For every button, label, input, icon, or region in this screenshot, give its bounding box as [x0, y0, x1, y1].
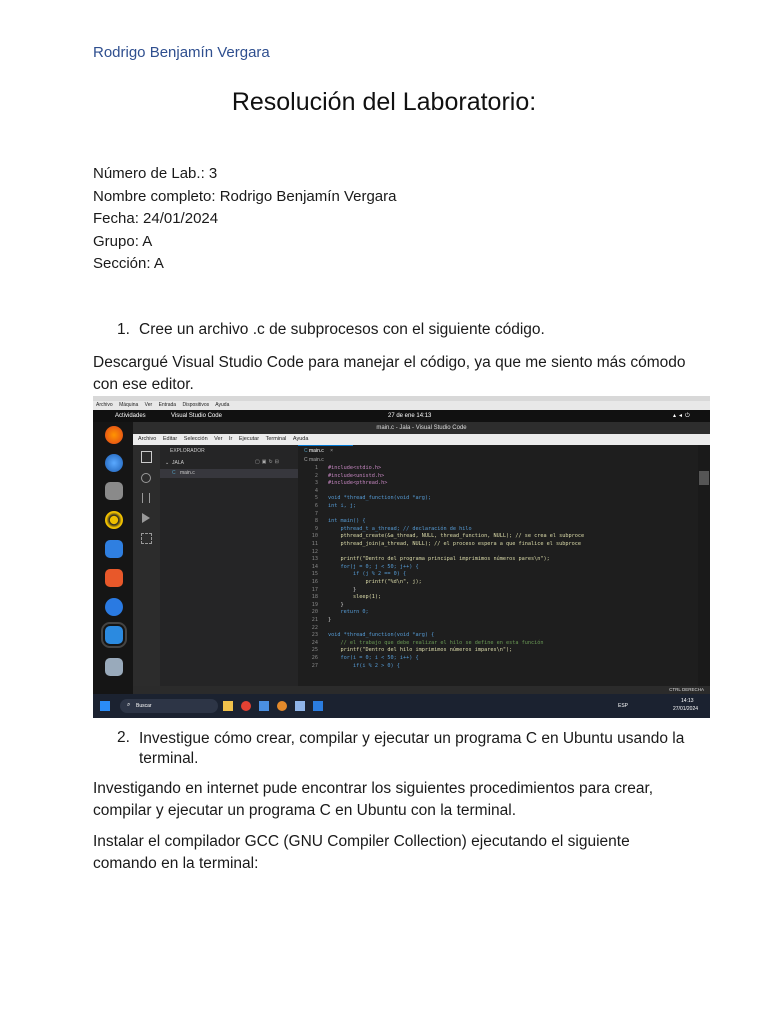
extensions-icon[interactable] [141, 533, 152, 544]
breadcrumb[interactable]: C main.c [304, 457, 324, 463]
line-number: 12 [311, 548, 318, 555]
software-icon[interactable] [105, 569, 123, 587]
search-icon[interactable] [141, 473, 151, 483]
code-text: // el trabajo que debe realizar el hilo se define en esta función [328, 639, 544, 646]
editor-tab[interactable] [298, 445, 353, 456]
code-text: pthread_t a_thread; // declaración de hilo [328, 525, 472, 532]
taskbar-date[interactable]: 27/01/2024 [673, 706, 699, 712]
line-number: 2 [314, 472, 318, 479]
line-number: 11 [311, 541, 318, 547]
code-line[interactable] [298, 571, 698, 579]
status-bar [133, 686, 710, 694]
menu-archivo[interactable]: Archivo [138, 436, 157, 442]
thunderbird-icon[interactable] [105, 454, 123, 472]
code-text: sleep(1); [328, 594, 382, 601]
code-line[interactable] [298, 655, 698, 663]
line-number: 23 [311, 632, 318, 639]
code-line[interactable] [298, 594, 698, 602]
clock[interactable]: 27 de ene 14:13 [388, 413, 432, 419]
line-number: 7 [314, 510, 318, 517]
code-line[interactable] [298, 625, 698, 633]
file-row[interactable] [160, 469, 298, 478]
line-number: 19 [311, 601, 318, 608]
code-line[interactable] [298, 564, 698, 572]
code-text: printf("Dentro del programa principal imprimimos números pares\n"); [328, 556, 550, 563]
code-line[interactable] [298, 579, 698, 587]
close-icon[interactable]: × [330, 448, 334, 454]
code-line[interactable] [298, 480, 698, 488]
line-number: 1 [314, 465, 318, 471]
source-control-icon[interactable] [142, 493, 150, 503]
code-text: pthread_create(&a_thread, NULL, thread_function, NULL); // se crea el subproce [328, 533, 585, 540]
meta-section: Sección: A [93, 255, 164, 272]
line-number: 9 [314, 525, 318, 532]
host-key-label: CTRL DERECHA [669, 687, 704, 692]
code-text: return 0; [328, 609, 369, 616]
run-debug-icon[interactable] [142, 513, 150, 523]
line-number: 21 [311, 617, 318, 623]
gnome-dock [93, 422, 133, 694]
line-number: 17 [311, 586, 318, 593]
code-text: if (j % 2 == 0) { [328, 571, 407, 578]
code-text: pthread_join(a_thread, NULL); // el proceso espera a que finalice el subproce [328, 541, 581, 547]
code-text: for(j = 0; j < 50; j++) { [328, 563, 419, 570]
paragraph-3: Instalar el compilador GCC (GNU Compiler Collection) ejecutando el siguiente comando en la terminal: [93, 833, 630, 872]
explorer-title: EXPLORADOR [170, 448, 205, 454]
rhythmbox-icon[interactable] [105, 511, 123, 529]
menu-terminal[interactable]: Terminal [265, 436, 287, 442]
line-number: 24 [311, 639, 318, 646]
firefox-icon[interactable] [105, 426, 123, 444]
code-line[interactable] [298, 526, 698, 534]
tab-c-icon: C [304, 448, 308, 454]
code-text: int main() { [328, 518, 366, 525]
code-line[interactable] [298, 533, 698, 541]
line-number: 20 [311, 609, 318, 616]
code-line[interactable] [298, 518, 698, 526]
code-text: printf("%d\n", j); [328, 579, 422, 585]
code-area[interactable] [298, 465, 698, 694]
paragraph-2: Investigando en internet pude encontrar los siguientes procedimientos para crear, compilar y ejecutar un programa C en Ubuntu con la terminal. [93, 780, 654, 819]
line-number: 13 [311, 556, 318, 563]
code-line[interactable] [298, 587, 698, 595]
gnome-topbar [93, 410, 710, 422]
code-line[interactable] [298, 488, 698, 496]
code-text: #include<pthread.h> [328, 480, 388, 487]
meta-group: Grupo: A [93, 233, 153, 250]
vscode-taskbar-icon[interactable] [313, 701, 323, 711]
vbox-menu-item[interactable]: Ver [144, 402, 153, 408]
code-line[interactable] [298, 495, 698, 503]
taskbar-search[interactable] [120, 699, 218, 713]
line-number: 18 [311, 594, 318, 601]
line-number: 27 [311, 662, 318, 669]
code-line[interactable] [298, 647, 698, 655]
line-number: 10 [311, 533, 318, 540]
code-text: void *thread_function(void *arg); [328, 495, 432, 502]
trash-icon[interactable] [105, 658, 123, 676]
code-line[interactable] [298, 503, 698, 511]
tab-label: main.c [309, 448, 324, 454]
code-text: printf("Dentro del hilo imprimimos números impares\n"); [328, 647, 513, 654]
explorer-panel [160, 445, 298, 694]
menu-editar[interactable]: Editar [162, 436, 178, 442]
code-line[interactable] [298, 617, 698, 625]
vbox-menu-item[interactable]: Dispositivos [182, 402, 210, 408]
minimap-slider[interactable] [699, 471, 709, 485]
code-editor[interactable] [298, 445, 698, 694]
firefox-taskbar-icon[interactable] [277, 701, 287, 711]
menu-ver[interactable]: Ver [214, 436, 223, 442]
code-text: } [328, 601, 344, 608]
code-line[interactable] [298, 511, 698, 519]
code-line[interactable] [298, 465, 698, 473]
paragraph-1: Descargué Visual Studio Code para manejar el código, ya que me siento más cómodo con ese editor. [93, 354, 686, 393]
line-number: 4 [314, 487, 318, 494]
windows-start-icon[interactable] [100, 701, 110, 711]
code-text: #include<stdio.h> [328, 465, 382, 471]
virtualbox-menu [93, 401, 710, 410]
menu-ir[interactable]: Ir [228, 436, 233, 442]
line-number: 14 [311, 563, 318, 570]
vscode-icon[interactable] [105, 626, 123, 644]
vscode-menubar [133, 434, 710, 445]
virtualbox-taskbar-icon[interactable] [295, 701, 305, 711]
line-number: 3 [314, 480, 318, 487]
search-placeholder: Buscar [136, 703, 152, 709]
files-icon[interactable] [105, 482, 123, 500]
code-line[interactable] [298, 609, 698, 617]
vscode-screenshot [93, 396, 710, 718]
explorer-icon[interactable] [141, 451, 152, 463]
code-text: if(i % 2 > 0) { [328, 662, 400, 669]
app-taskbar-icon[interactable] [259, 701, 269, 711]
vbox-menu-item[interactable]: Ayuda [215, 402, 230, 408]
line-number: 15 [311, 571, 318, 578]
file-name: main.c [180, 470, 195, 476]
code-line[interactable] [298, 556, 698, 564]
list-item-1: Cree un archivo .c de subprocesos con el siguiente código. [139, 321, 545, 338]
vbox-menu-item[interactable]: Máquina [119, 402, 139, 408]
line-number: 26 [311, 655, 318, 661]
code-text: void *thread_function(void *arg) { [328, 632, 435, 639]
search-icon: ⌕ [127, 702, 131, 708]
code-line[interactable] [298, 602, 698, 610]
code-text: int i, j; [328, 503, 357, 509]
vscode-titlebar: main.c - Jala - Visual Studio Code [133, 422, 710, 434]
code-text: } [328, 586, 357, 593]
activities-label[interactable]: Actividades [115, 413, 146, 419]
list-number-2: 2. [117, 729, 130, 746]
meta-lab: Número de Lab.: 3 [93, 165, 218, 182]
list-item-2: Investigue cómo crear, compilar y ejecutar un programa C en Ubuntu usando la terminal. [139, 730, 685, 767]
app-name[interactable]: Visual Studio Code [171, 413, 222, 419]
code-text: for(i = 0; i < 50; i++) { [328, 655, 419, 661]
header-author: Rodrigo Benjamín Vergara [93, 44, 270, 61]
code-line[interactable] [298, 541, 698, 549]
line-number: 8 [314, 518, 318, 525]
vbox-menu-item[interactable]: Entrada [158, 402, 177, 408]
folder-chevron-icon[interactable]: ⌄ [165, 460, 170, 466]
language-indicator[interactable]: ESP [618, 703, 629, 709]
folder-name[interactable]: JALA [172, 460, 184, 466]
code-line[interactable] [298, 632, 698, 640]
menu-ayuda[interactable]: Ayuda [292, 436, 309, 442]
meta-name: Nombre completo: Rodrigo Benjamín Vergara [93, 188, 397, 205]
list-number-1: 1. [117, 321, 130, 338]
page-title: Resolución del Laboratorio: [231, 88, 537, 116]
chrome-taskbar-icon[interactable] [241, 701, 251, 711]
code-line[interactable] [298, 473, 698, 481]
line-number: 5 [314, 495, 318, 502]
writer-icon[interactable] [105, 540, 123, 558]
meta-date: Fecha: 24/01/2024 [93, 210, 219, 227]
line-number: 6 [314, 503, 318, 509]
windows-taskbar [93, 694, 710, 718]
line-number: 25 [311, 647, 318, 654]
code-line[interactable] [298, 663, 698, 671]
menu-ejecutar[interactable]: Ejecutar [238, 436, 260, 442]
minimap[interactable] [698, 445, 710, 694]
explorer-actions-icon[interactable]: ▢▣↻⊟ [255, 459, 281, 465]
help-icon[interactable] [105, 598, 123, 616]
line-number: 22 [311, 624, 318, 631]
activity-bar [133, 445, 160, 694]
code-text: } [328, 617, 332, 623]
vbox-menu-item[interactable]: Archivo [96, 402, 113, 408]
c-file-icon: C [172, 470, 176, 476]
menu-seleccion[interactable]: Selección [183, 436, 208, 442]
code-text: #include<unistd.h> [328, 472, 385, 479]
system-tray-icon[interactable]: ▴◂⏻ [673, 413, 693, 419]
explorer-taskbar-icon[interactable] [223, 701, 233, 711]
line-number: 16 [311, 579, 318, 585]
taskbar-time[interactable]: 14:13 [681, 698, 694, 704]
